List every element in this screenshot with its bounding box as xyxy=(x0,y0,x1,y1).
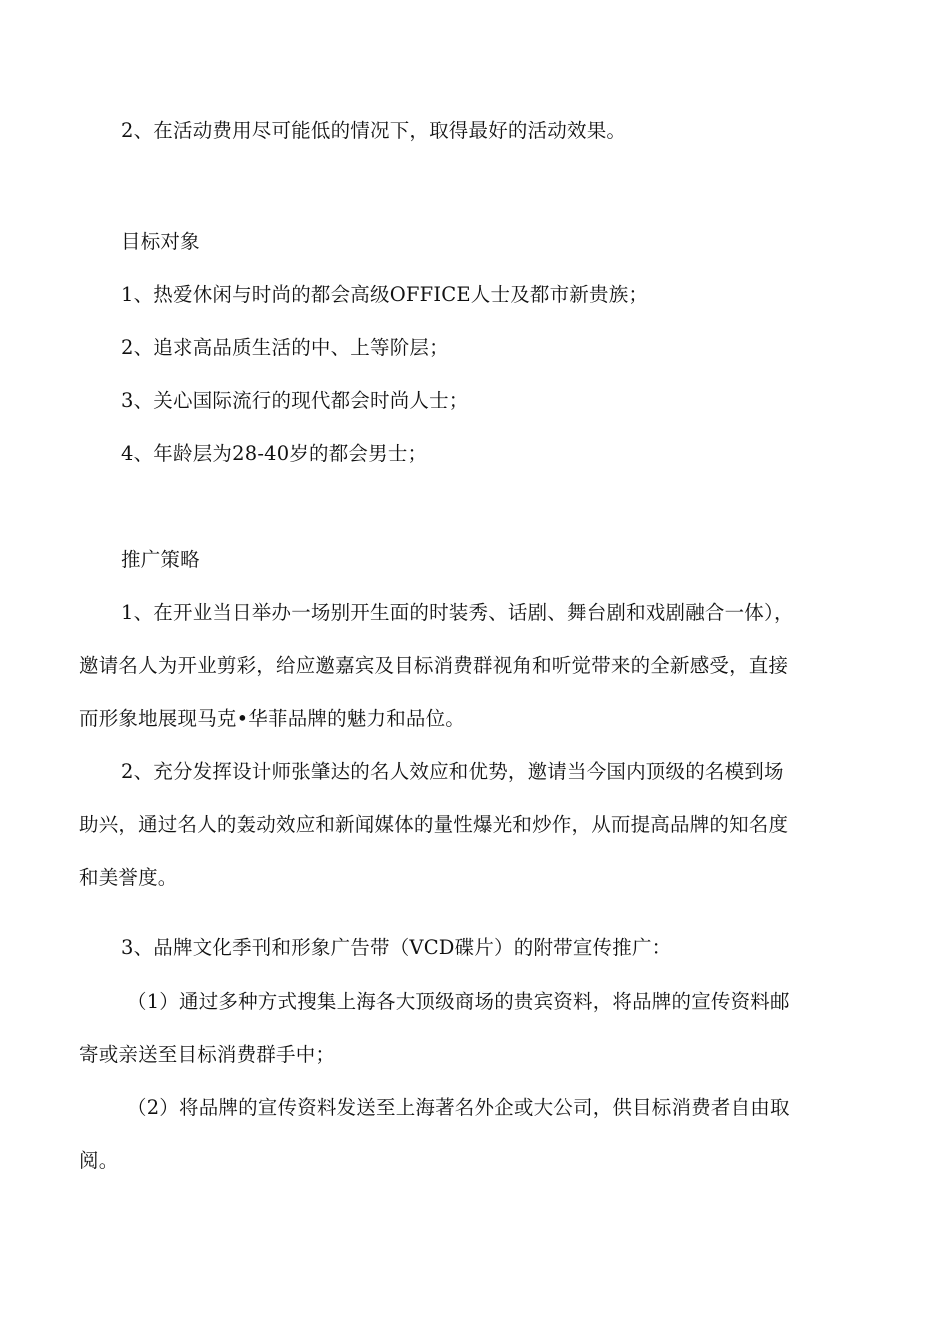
strategy-p1-line-2: 邀请名人为开业剪彩，给应邀嘉宾及目标消费群视角和听觉带来的全新感受，直接 xyxy=(79,654,789,677)
target-item-2: 2、追求高品质生活的中、上等阶层； xyxy=(121,336,449,359)
strategy-p3: 3、品牌文化季刊和形象广告带（VCD碟片）的附带宣传推广： xyxy=(121,936,672,959)
target-item-4: 4、年龄层为28-40岁的都会男士； xyxy=(121,442,428,465)
strategy-heading: 推广策略 xyxy=(121,548,200,571)
strategy-p3-sub2-line-2: 阅。 xyxy=(79,1149,119,1172)
strategy-p1-line-3: 而形象地展现马克•华菲品牌的魅力和品位。 xyxy=(79,707,466,730)
strategy-p2-line-1: 2、充分发挥设计师张肇达的名人效应和优势，邀请当今国内顶级的名模到场 xyxy=(121,760,784,783)
strategy-p3-sub1-line-2: 寄或亲送至目标消费群手中； xyxy=(79,1043,336,1066)
strategy-p3-sub1-line-1: （1）通过多种方式搜集上海各大顶级商场的贵宾资料，将品牌的宣传资料邮 xyxy=(127,990,790,1013)
target-heading: 目标对象 xyxy=(121,230,200,253)
strategy-p2-line-3: 和美誉度。 xyxy=(79,866,178,889)
strategy-p2-line-2: 助兴，通过名人的轰动效应和新闻媒体的量性爆光和炒作，从而提高品牌的知名度 xyxy=(79,813,789,836)
strategy-p1-line-1: 1、在开业当日举办一场别开生面的时装秀、话剧、舞台剧和戏剧融合一体）， xyxy=(121,601,794,624)
strategy-p3-sub2-line-1: （2）将品牌的宣传资料发送至上海著名外企或大公司，供目标消费者自由取 xyxy=(127,1096,790,1119)
target-item-1: 1、热爱休闲与时尚的都会高级OFFICE人士及都市新贵族； xyxy=(121,283,649,306)
goal-item-2: 2、在活动费用尽可能低的情况下，取得最好的活动效果。 xyxy=(121,119,627,142)
target-item-3: 3、关心国际流行的现代都会时尚人士； xyxy=(121,389,469,412)
